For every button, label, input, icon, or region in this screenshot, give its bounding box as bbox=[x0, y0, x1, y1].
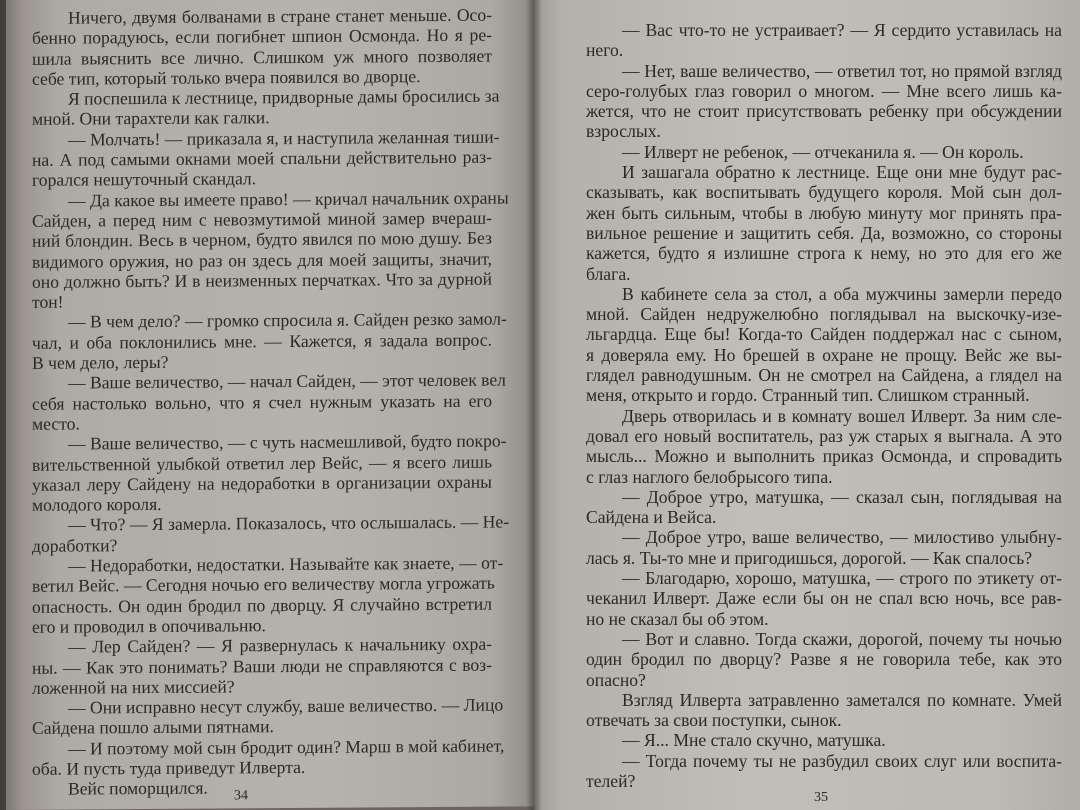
text-line: на. А под самыми окнами моей спальни действительно раз- bbox=[32, 146, 492, 170]
text-line: В кабинете села за стол, а оба мужчины замерли передо bbox=[622, 283, 1062, 304]
text-line: молодого короля. bbox=[32, 494, 162, 515]
text-line: — Лер Сайден? — Я развернулась к начальнику охра- bbox=[68, 633, 492, 657]
text-line: мысль... Можно и выполнить приказ Осмонда, и спровадить bbox=[586, 446, 1062, 467]
text-line: с глаз наглого белобрысого типа. bbox=[586, 466, 833, 487]
text-line: его и проводил в опочивальню. bbox=[32, 615, 266, 637]
text-line: Взгляд Илверта затравленно заметался по комнате. Умей bbox=[622, 689, 1062, 710]
right-page bbox=[534, 0, 1080, 810]
text-line: чеканил Илверт. Даже если бы он не спал всю ночь, все рав- bbox=[586, 588, 1062, 609]
text-line: льгардца. Еще бы! Когда-то Сайден поддержал нас с сыном, bbox=[586, 324, 1062, 345]
text-line: — Что? — Я замерла. Показалось, что ослышалась. — Не- bbox=[68, 511, 510, 535]
text-line: — Да какое вы имеете право! — кричал начальник охраны bbox=[68, 187, 509, 211]
text-line: меня, открыто и гордо. Странный тип. Слишком странный. bbox=[586, 385, 1030, 406]
text-line: — Недоработки, недостатки. Называйте как знаете, — от- bbox=[68, 552, 504, 576]
text-line: — Нет, ваше величество, — ответил тот, но прямой взгляд bbox=[622, 60, 1062, 81]
text-line: опасно? bbox=[586, 669, 646, 690]
text-line: ветил Вейс. — Сегодня ночью его величеству могла угрожать bbox=[32, 572, 495, 597]
right-page-text bbox=[586, 20, 1062, 791]
text-line: вильное решение и защитить себя. Да, возможно, со стороны bbox=[586, 222, 1062, 243]
text-line: Вейс поморщился. bbox=[68, 777, 208, 799]
text-line: себе тип, который только вчера появился во дворце. bbox=[32, 65, 421, 89]
text-line: — Ваше величество, — с чуть насмешливой, будто покро- bbox=[68, 430, 507, 454]
text-line: Ничего, двумя болванами в стране станет меньше. Осо- bbox=[68, 4, 492, 28]
text-line: я доверяла ему. Но брешей в охране не прощу. Вейс же вы- bbox=[586, 344, 1062, 365]
text-line: — Ваше величество, — начал Сайден, — этот человек вел bbox=[68, 369, 506, 393]
text-line: жен быть сильным, чтобы в любую минуту мог принять пра- bbox=[586, 202, 1062, 223]
text-line: ны. — Как это понимать? Ваши люди не справляются с воз- bbox=[32, 654, 492, 678]
text-line: опасность. Он один бродил по дворцу. Я случайно встретил bbox=[32, 593, 492, 617]
text-line: — Они исправно несут службу, ваше величество. — Лицо bbox=[68, 694, 504, 718]
text-line: шила выяснить все лично. Слишком уж много позволяет bbox=[32, 45, 492, 69]
text-line: Сайдена и Вейса. bbox=[586, 507, 717, 528]
text-line: доработки? bbox=[32, 534, 118, 556]
text-line: — Илверт не ребенок, — отчеканила я. — Он король. bbox=[622, 141, 1024, 162]
text-line: тон! bbox=[32, 291, 64, 312]
text-line: — Благодарю, хорошо, матушка, — строго по этикету от- bbox=[622, 568, 1062, 589]
text-line: него. bbox=[586, 40, 624, 61]
text-line: ний блондин. Весь в черном, будто явился по мою душу. Без bbox=[32, 227, 492, 252]
text-line: себя настолько вольно, что я счел нужным указать на его bbox=[32, 390, 492, 414]
text-line: — В чем дело? — громко спросила я. Сайден резко замол- bbox=[68, 308, 507, 333]
text-line: один бродил по дворцу? Разве я не говорила тебе, как это bbox=[586, 649, 1062, 670]
left-page bbox=[6, 0, 534, 810]
text-line: — Доброе утро, ваше величество, — милостиво улыбну- bbox=[622, 527, 1062, 548]
text-line: оно должно быть? И в неизменных перчатках. Что за дурной bbox=[32, 268, 492, 292]
text-line: глядел равнодушным. Он не смотрел на Сайдена, а глядел на bbox=[586, 365, 1062, 386]
text-line: лась я. Ты-то мне и пригодишься, дорогой. — Как спалось? bbox=[586, 547, 1033, 568]
text-line: — Я... Мне стало скучно, матушка. bbox=[622, 730, 886, 751]
text-line: — Вот и славно. Тогда скажи, дорогой, почему ты ночью bbox=[622, 628, 1062, 649]
text-line: ложенной на них миссией? bbox=[32, 676, 235, 698]
text-line: но не сказал бы об этом. bbox=[586, 608, 769, 629]
text-line: кажется, будто я излишне строга к нему, но это для его же bbox=[586, 243, 1062, 264]
text-line: вительственной улыбкой ответил лер Вейс, — я всего лишь bbox=[32, 451, 492, 475]
text-line: указал леру Сайдену на недоработки в организации охраны bbox=[32, 471, 492, 495]
text-line: бенно порадуюсь, если погибнет шпион Осмонда. Но я ре- bbox=[32, 24, 492, 49]
text-line: телей? bbox=[586, 770, 636, 791]
text-line: отвечать за свои поступки, сынок. bbox=[586, 710, 842, 731]
left-page-text bbox=[32, 4, 510, 800]
text-line: мной. Сайден недружелюбно поглядывал на выскочку-изе- bbox=[586, 304, 1062, 325]
text-line: довал его новый воспитатель, раз уж старых я выгнала. А это bbox=[586, 425, 1062, 446]
right-page-number: 35 bbox=[814, 790, 828, 805]
text-line: оба. И пусть туда приведут Илверта. bbox=[32, 756, 306, 779]
text-line: мной. Они тарахтели как галки. bbox=[32, 107, 270, 130]
text-line: — Вас что-то не устраивает? — Я сердито уставилась на bbox=[622, 20, 1062, 40]
text-line: — И поэтому мой сын бродит один? Марш в мой кабинет, bbox=[68, 735, 505, 759]
text-line: Сайден, а перед ним с невозмутимой миной замер вчераш- bbox=[32, 207, 492, 231]
text-line: блага. bbox=[586, 263, 631, 284]
text-line: серо-голубых глаз говорил о многом. — Мне всего лишь ка- bbox=[586, 80, 1062, 101]
text-line: — Тогда почему ты не разбудил своих слуг или воспита- bbox=[622, 750, 1062, 771]
text-line: — Доброе утро, матушка, — сказал сын, поглядывая на bbox=[622, 486, 1062, 507]
text-line: место. bbox=[32, 413, 80, 434]
text-line: жется, что не стоит присутствовать ребенку при обсуждении bbox=[586, 101, 1062, 122]
left-page-number: 34 bbox=[234, 788, 248, 804]
text-line: И зашагала обратно к лестнице. Еще они мне будут рас- bbox=[622, 162, 1062, 183]
text-line: Я поспешила к лестнице, придворные дамы бросились за bbox=[68, 85, 500, 109]
text-line: сказывать, как воспитывать будущего короля. Мой сын дол- bbox=[586, 182, 1062, 203]
text-line: горался нешуточный скандал. bbox=[32, 168, 257, 191]
text-line: — Молчать! — приказала я, и наступила желанная тиши- bbox=[68, 126, 500, 150]
text-line: видимого оружия, но раз он здесь для моей защиты, значит, bbox=[32, 248, 492, 272]
text-line: взрослых. bbox=[586, 121, 661, 142]
text-line: Сайдена пошло алыми пятнами. bbox=[32, 716, 274, 739]
text-line: чал, и оба поклонились мне. — Кажется, я задала вопрос. bbox=[32, 329, 492, 353]
text-line: Дверь отворилась и в комнату вошел Илверт. За ним сле- bbox=[622, 405, 1062, 426]
text-line: В чем дело, леры? bbox=[32, 351, 169, 373]
